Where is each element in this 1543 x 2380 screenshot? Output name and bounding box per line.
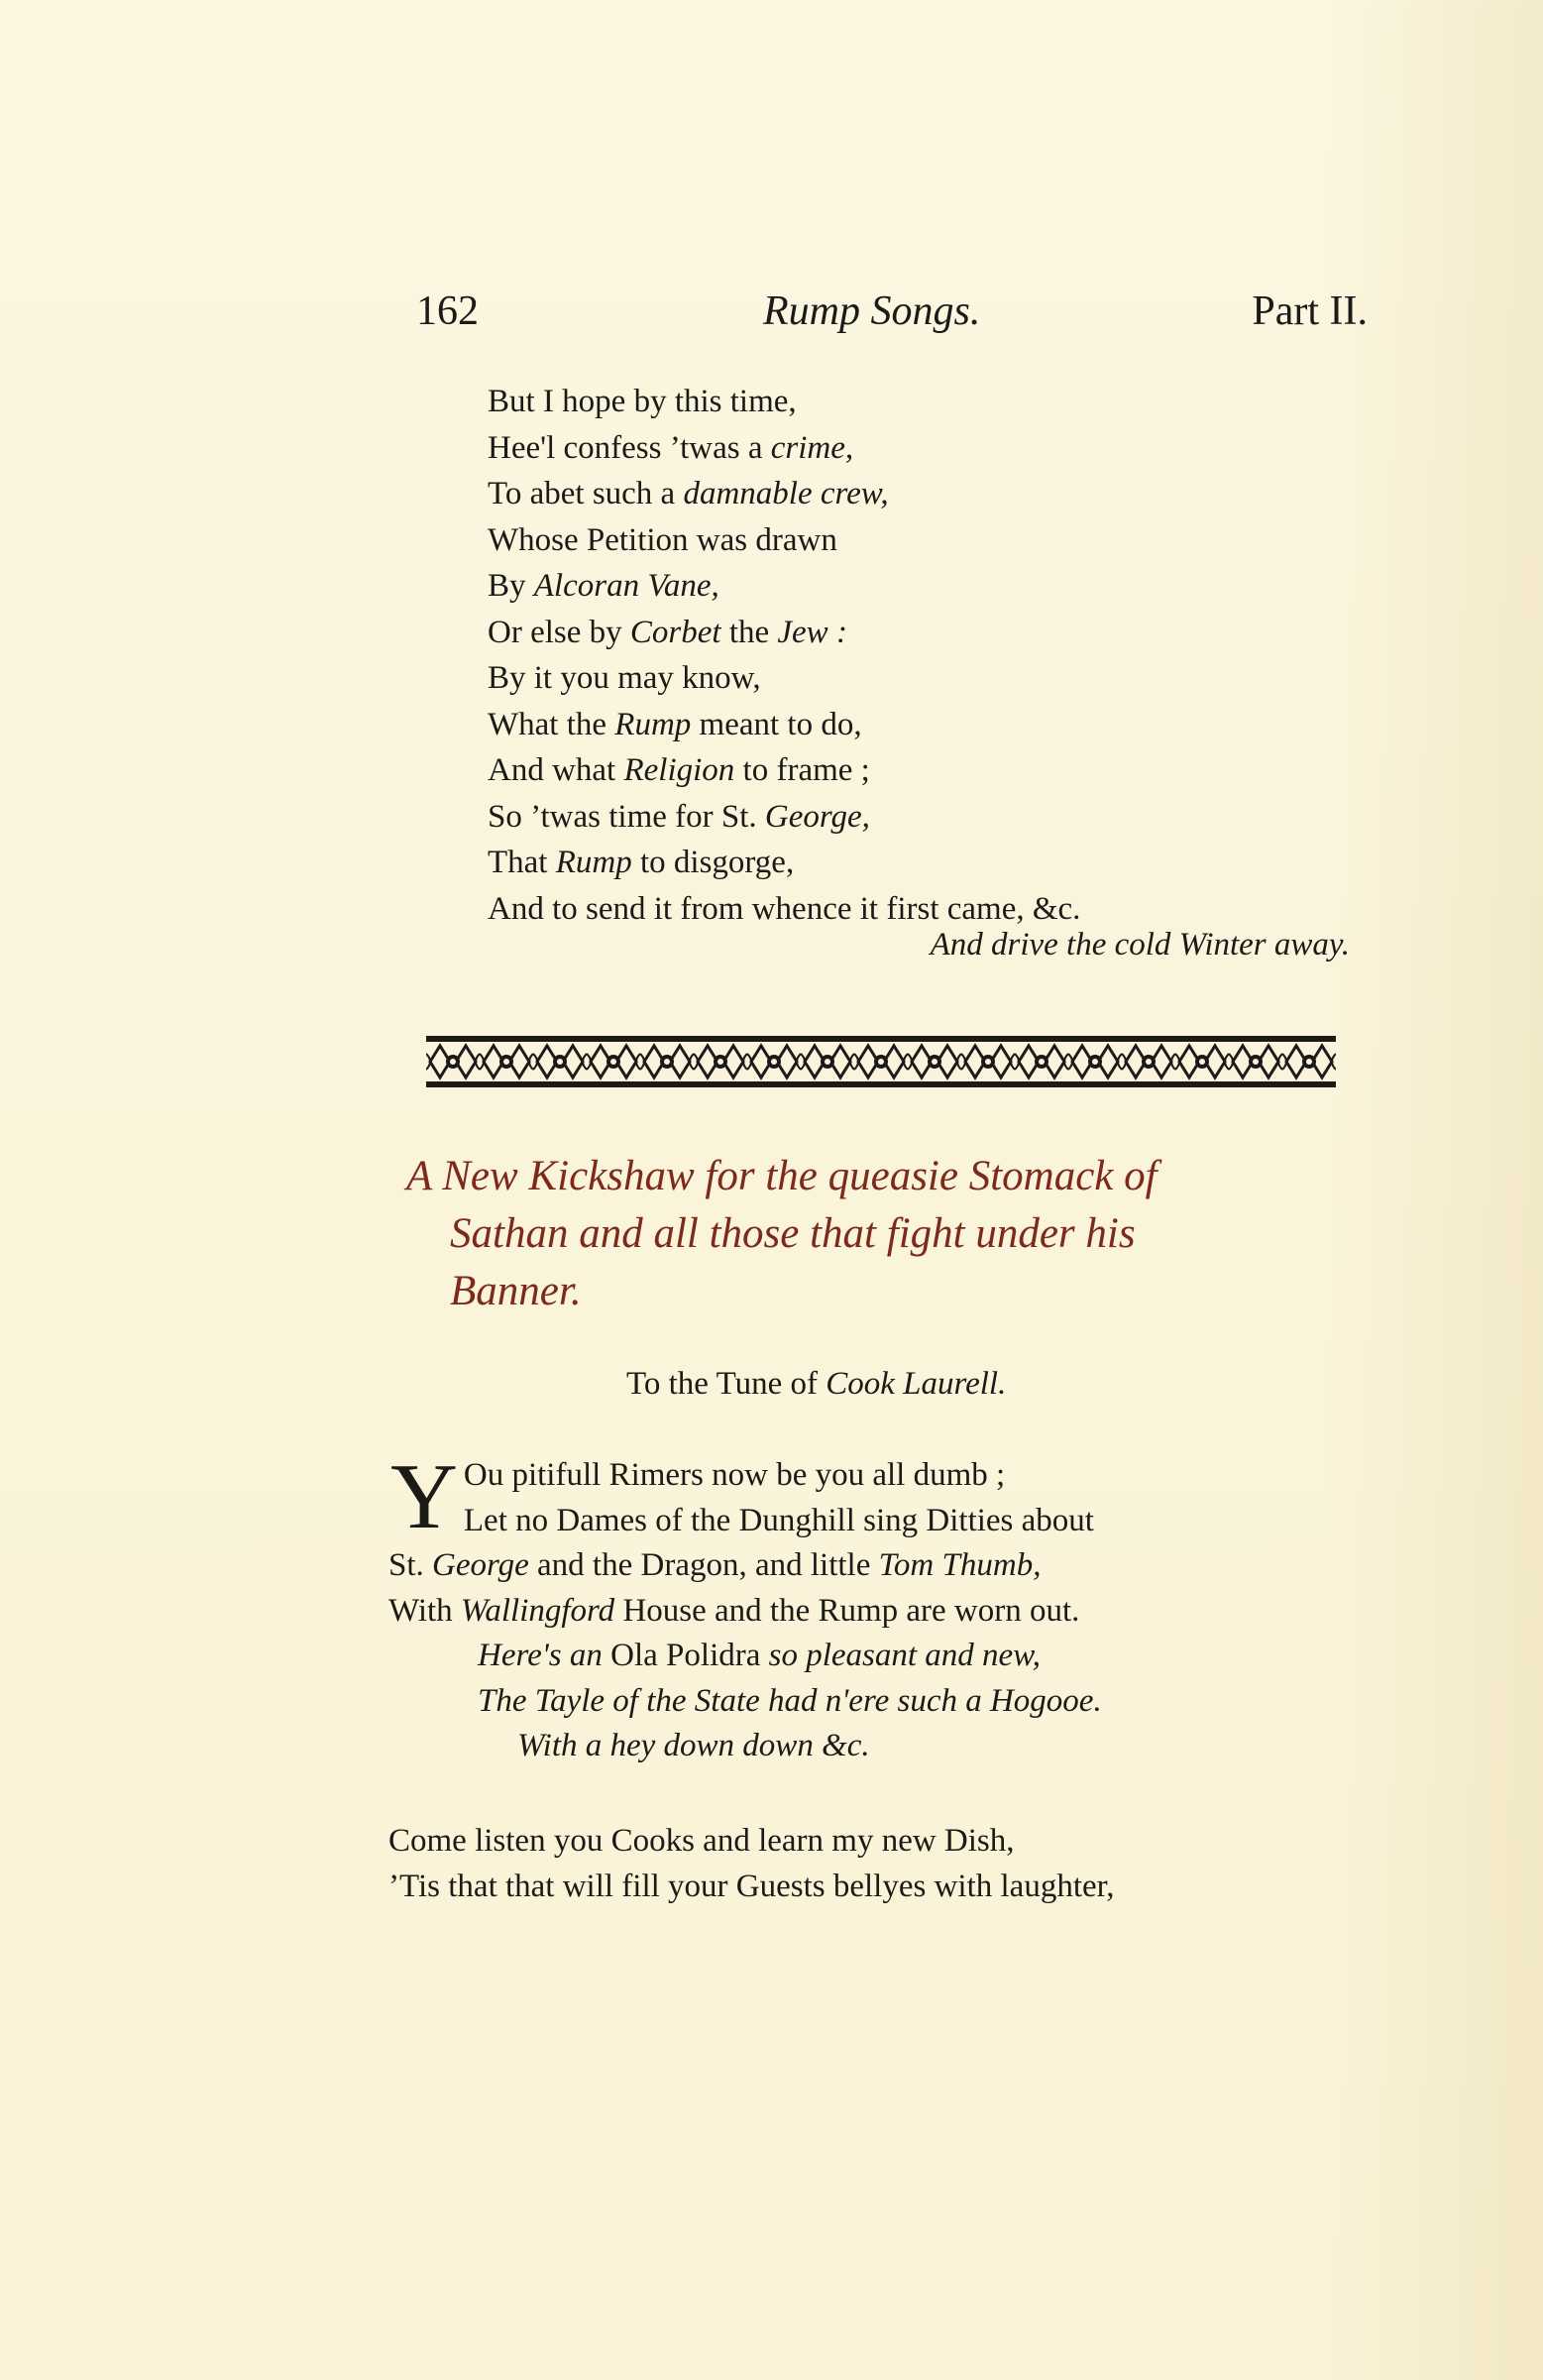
text-run: crime,: [770, 429, 854, 466]
ballad-title-line-3: Banner.: [450, 1268, 582, 1314]
text-run: Religion: [623, 752, 735, 788]
text-run: Corbet: [629, 614, 721, 650]
text-run: St.: [388, 1547, 433, 1583]
text-run: The Tayle of the State had n'ere such a Hogooe.: [478, 1682, 1102, 1719]
text-run: That: [488, 845, 556, 880]
text-run: Jew :: [777, 614, 847, 650]
drop-cap: Y: [390, 1445, 458, 1548]
running-title: Rump Songs.: [763, 288, 981, 334]
text-run: damnable crew,: [683, 476, 889, 511]
ballad-title: [406, 1148, 1368, 1320]
text-run: meant to do,: [691, 706, 862, 742]
second-verse: [388, 1819, 1115, 1909]
ballad-title-line-2: Sathan and all those that fight under his: [450, 1210, 1136, 1257]
text-run: To the Tune of: [626, 1366, 827, 1402]
verse-line: ’Tis that that will fill your Guests bellyes with laughter,: [388, 1868, 1115, 1904]
text-run: Here's an: [478, 1638, 603, 1673]
verse-line: [388, 1499, 1330, 1544]
verse-line: Come listen you Cooks and learn my new Dish,: [388, 1823, 1015, 1859]
verse-line: [388, 1634, 1330, 1679]
text-run: By it you may know,: [488, 660, 761, 696]
text-run: By: [488, 568, 534, 604]
ballad-title-line-1: A New Kickshaw for the queasie Stomack of: [406, 1153, 1157, 1199]
text-run: Whose Petition was drawn: [488, 521, 837, 558]
text-run: Hee'l confess ’twas a: [488, 429, 771, 466]
text-run: But I hope by this time,: [488, 384, 797, 419]
text-run: and the Dragon, and little: [528, 1547, 879, 1583]
text-run: Or else by: [488, 614, 630, 650]
ornamental-border: [426, 1034, 1336, 1089]
text-run: Ola Polidra: [602, 1638, 769, 1673]
text-run: House and the Rump are worn out.: [614, 1592, 1080, 1629]
verse-line: [488, 425, 1080, 472]
first-verse: [388, 1445, 1330, 1769]
verse-line: [488, 379, 1080, 425]
text-run: With: [388, 1592, 461, 1629]
text-run: to frame ;: [734, 752, 870, 788]
text-run: So ’twas time for St.: [488, 798, 765, 835]
verse-line: [488, 747, 1080, 794]
text-run: With a hey down down &c.: [517, 1728, 870, 1763]
text-run: George,: [764, 798, 870, 835]
part-label: Part II.: [1252, 288, 1368, 334]
text-run: To abet such a: [488, 476, 684, 511]
text-run: Wallingford: [460, 1592, 615, 1629]
text-run: the: [720, 614, 778, 650]
text-run: Let no Dames of the Dunghill sing Ditties about: [463, 1502, 1094, 1538]
verse-line: [388, 1453, 1330, 1499]
verse-line: [488, 702, 1080, 748]
text-run: Ou pitifull Rimers now be you all dumb ;: [463, 1457, 1006, 1493]
running-header: [416, 287, 1368, 347]
refrain-line: And drive the cold Winter away.: [930, 927, 1350, 963]
text-run: Cook Laurell.: [826, 1366, 1007, 1402]
text-run: so pleasant and new,: [768, 1638, 1042, 1673]
verse-line: [388, 1679, 1330, 1725]
page-number: 162: [416, 288, 479, 334]
verse-line: [488, 794, 1080, 841]
verse-line: [488, 563, 1080, 610]
text-run: Alcoran Vane,: [533, 568, 719, 604]
tune-line: [626, 1366, 1006, 1403]
text-run: Rump: [555, 845, 632, 880]
text-run: Rump: [614, 706, 692, 742]
verse-line: [488, 886, 1080, 933]
text-run: And what: [488, 752, 624, 788]
verse-line: [488, 471, 1080, 517]
verse-line: [488, 655, 1080, 702]
verse-line: [388, 1589, 1330, 1635]
text-run: What the: [488, 706, 615, 742]
verse-line: [488, 610, 1080, 656]
text-run: to disgorge,: [631, 845, 795, 880]
verse-line: [388, 1543, 1330, 1589]
previous-song-stanza: [488, 379, 1080, 932]
verse-line: [388, 1724, 1330, 1769]
text-run: George: [432, 1547, 529, 1583]
verse-line: [488, 840, 1080, 886]
text-run: And to send it from whence it first came, &c.: [488, 890, 1081, 927]
text-run: Tom Thumb,: [878, 1547, 1042, 1583]
verse-line: [488, 517, 1080, 564]
